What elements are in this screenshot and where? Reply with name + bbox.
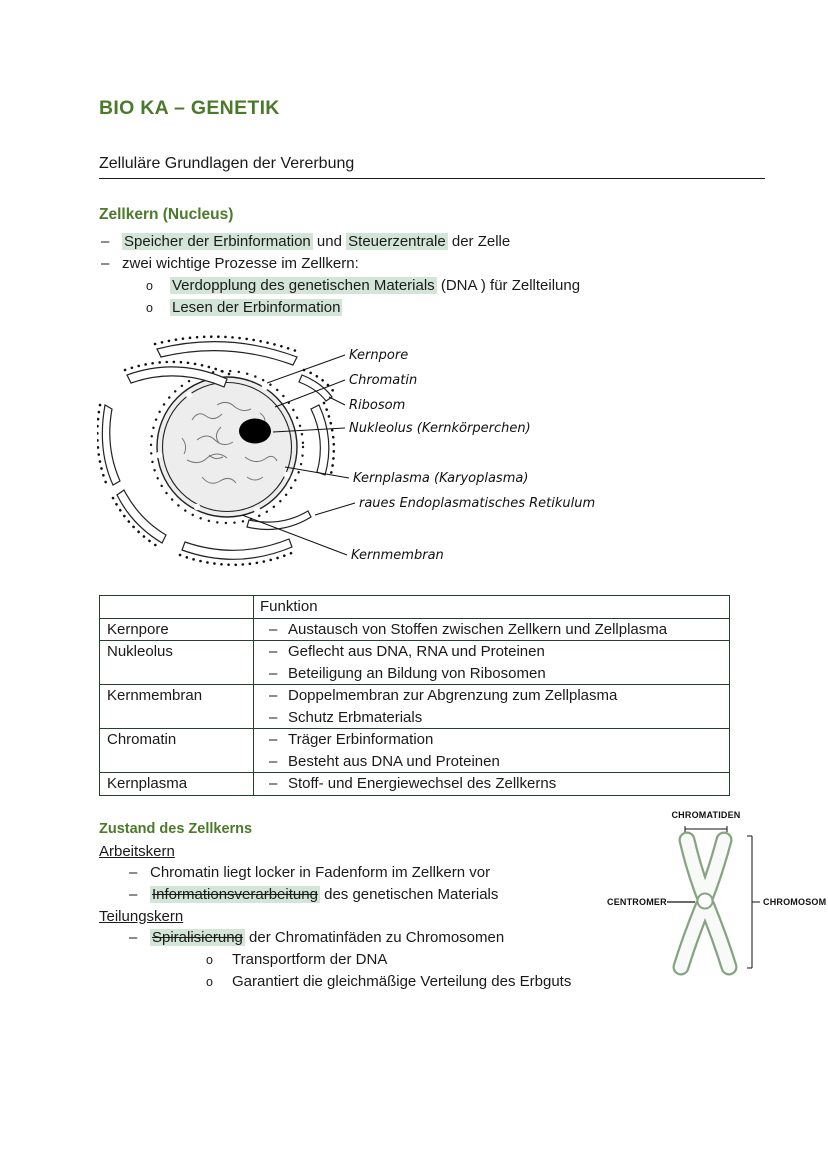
doc-title: BIO KA – GENETIK	[99, 97, 280, 119]
bullet-item	[129, 862, 619, 884]
bullet-marker: –	[269, 643, 278, 660]
diagram-label-ribosom: Ribosom	[349, 398, 406, 413]
arbeitskern-title: Arbeitskern	[99, 842, 175, 860]
funktion-text: Beteiligung an Bildung von Ribosomen	[288, 664, 546, 682]
highlight-term: Informationsverarbeitung	[152, 885, 318, 903]
bullet-marker: –	[269, 687, 278, 704]
diagram-label-chromatin: Chromatin	[349, 373, 418, 388]
bullet-marker: o	[206, 974, 213, 989]
table-header-empty	[100, 596, 254, 619]
highlight-term: Speicher der Erbinformation	[124, 233, 311, 250]
zellkern-heading: Zellkern (Nucleus)	[99, 206, 234, 223]
chromatiden-bracket	[685, 826, 727, 832]
bullet-marker: –	[101, 255, 110, 272]
zustand-section	[99, 809, 827, 993]
table-row-kernpore	[100, 618, 730, 641]
funktion-item	[260, 685, 723, 707]
teilungskern-title: Teilungskern	[99, 907, 184, 925]
diagram-label-raues-er: raues Endoplasmatisches Retikulum	[359, 496, 596, 511]
table-cell-name: Kernmembran	[100, 685, 254, 729]
diagram-label-kernpore: Kernpore	[349, 348, 409, 363]
bullet-marker: –	[269, 731, 278, 748]
funktion-text: Doppelmembran zur Abgrenzung zum Zellplasma	[288, 687, 618, 704]
funktion-text: Austausch von Stoffen zwischen Zellkern und Zellplasma	[288, 620, 668, 638]
funktion-table	[99, 595, 730, 796]
bullet-item	[129, 927, 619, 949]
funktion-item	[260, 663, 723, 685]
plain-text: und	[312, 233, 347, 250]
highlight-term: Lesen der Erbinformation	[172, 299, 341, 316]
table-cell-funktion	[254, 641, 730, 685]
bullet-text	[170, 297, 342, 319]
bullet-marker: o	[146, 279, 153, 293]
plain-text: (DNA ) für Zellteilung	[436, 277, 581, 294]
label-chromatiden: CHROMATIDEN	[671, 809, 741, 820]
table-header-funktion: Funktion	[254, 596, 730, 619]
sub-bullet-item	[206, 971, 619, 993]
bullet-marker: –	[129, 885, 138, 903]
label-chromosom: CHROMOSOM	[763, 896, 827, 907]
funktion-text: Stoff- und Energiewechsel des Zellkerns	[288, 775, 557, 792]
funktion-item	[260, 773, 723, 795]
table-row-chromatin	[100, 729, 730, 773]
centromere	[698, 893, 713, 908]
zustand-heading: Zustand des Zellkerns	[99, 820, 253, 837]
bullet-item	[101, 253, 765, 275]
bullet-item	[101, 231, 765, 253]
table-row-kernmembran	[100, 685, 730, 729]
bullet-text	[150, 927, 504, 949]
table-row-kernplasma	[100, 773, 730, 796]
table-cell-name: Chromatin	[100, 729, 254, 773]
table-cell-funktion	[254, 773, 730, 796]
bullet-marker: –	[269, 775, 278, 792]
section-heading-text: Zelluläre Grundlagen der Vererbung	[99, 155, 355, 172]
funktion-item	[260, 641, 723, 663]
highlight-term: Verdopplung des genetischen Materials	[172, 277, 435, 294]
kernmembran-outer	[157, 377, 297, 517]
chromosom-bracket	[747, 836, 760, 968]
table-cell-funktion	[254, 618, 730, 641]
table-cell-name: Kernpore	[100, 618, 254, 641]
table-cell-funktion	[254, 729, 730, 773]
bullet-marker: o	[146, 301, 153, 315]
bullet-text: Garantiert die gleichmäßige Verteilung des Erbguts	[232, 972, 572, 990]
sub-bullet-item	[146, 297, 765, 319]
bullet-marker: –	[269, 620, 278, 638]
chromosome-svg	[607, 806, 827, 1001]
nucleus-diagram	[97, 335, 597, 583]
table-row-nukleolus	[100, 641, 730, 685]
funktion-text: Besteht aus DNA und Proteinen	[288, 752, 500, 770]
sub-bullet-item	[146, 275, 765, 297]
funktion-item	[260, 619, 723, 641]
bullet-marker: –	[269, 752, 278, 770]
bullet-text	[170, 275, 580, 297]
document-content	[99, 0, 827, 993]
funktion-item	[260, 729, 723, 751]
nucleolus	[239, 419, 271, 444]
highlight-term: Spiralisierung	[152, 928, 243, 946]
funktion-text: Träger Erbinformation	[288, 731, 434, 748]
bullet-text	[122, 231, 510, 253]
plain-text: der Zelle	[447, 233, 511, 250]
diagram-label-nukleolus: Nukleolus (Kernkörperchen)	[349, 421, 531, 436]
label-centromer: CENTROMER	[607, 896, 667, 907]
table-cell-name: Kernplasma	[100, 773, 254, 796]
funktion-item	[260, 707, 723, 729]
section-heading	[99, 154, 765, 179]
zustand-text	[99, 819, 619, 993]
bullet-marker: –	[129, 863, 138, 881]
bullet-marker: –	[101, 233, 110, 250]
table-cell-funktion	[254, 685, 730, 729]
diagram-label-kernplasma: Kernplasma (Karyoplasma)	[353, 471, 529, 486]
bullet-marker: –	[269, 664, 278, 682]
table-header-row	[100, 596, 730, 619]
diagram-label-kernmembran: Kernmembran	[351, 548, 444, 563]
bullet-marker: –	[129, 928, 138, 946]
funktion-item	[260, 751, 723, 773]
bullet-marker: o	[206, 952, 213, 967]
table-cell-name: Nukleolus	[100, 641, 254, 685]
chromosome-diagram	[607, 806, 827, 1001]
bullet-marker: –	[269, 708, 278, 726]
highlight-term: Steuerzentrale	[348, 233, 446, 250]
bullet-item	[129, 884, 619, 906]
bullet-text: Transportform der DNA	[232, 950, 388, 968]
sub-bullet-item	[206, 949, 619, 971]
nucleus-svg	[97, 335, 597, 583]
plain-text: der Chromatinfäden zu Chromosomen	[244, 928, 505, 946]
bullet-text	[150, 884, 498, 906]
plain-text: des genetischen Materials	[319, 885, 499, 903]
funktion-text: Geflecht aus DNA, RNA und Proteinen	[288, 643, 545, 660]
bullet-text: Chromatin liegt locker in Fadenform im Zellkern vor	[150, 863, 491, 881]
bullet-text: zwei wichtige Prozesse im Zellkern:	[122, 255, 359, 272]
funktion-text: Schutz Erbmaterials	[288, 708, 423, 726]
